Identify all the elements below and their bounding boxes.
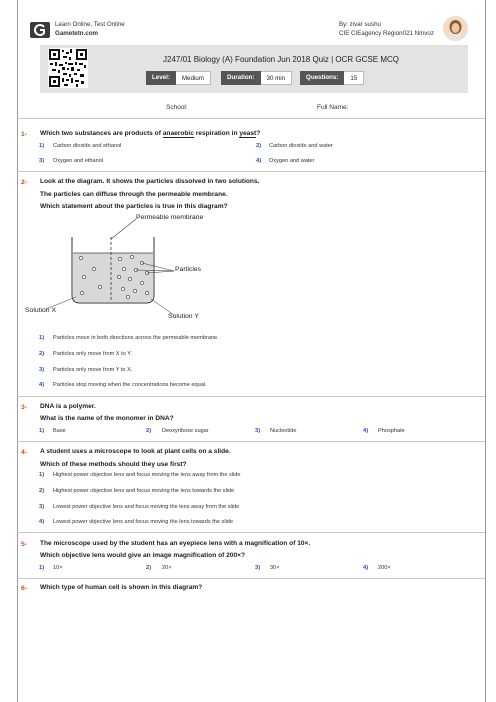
full-name-field-label: Full Name:: [317, 104, 349, 111]
right-border: [485, 0, 486, 702]
q3-option-3-number: 3): [255, 428, 261, 434]
tagline: Learn Online, Test Online: [55, 21, 125, 28]
divider: [17, 118, 485, 119]
questions-chip: [300, 71, 364, 85]
school-field-label: School:: [166, 104, 188, 111]
q3-option-4[interactable]: Phosphate: [378, 428, 405, 434]
q1-option-3-number: 3): [39, 158, 45, 164]
question-2-line-3: Which statement about the particles is true in this diagram?: [40, 203, 228, 210]
questions-label: Questions:: [300, 71, 344, 85]
question-5-line-2: Which objective lens would give an image magnification of 200×?: [40, 552, 245, 559]
q3-option-1-number: 1): [39, 428, 45, 434]
q3-option-4-number: 4): [363, 428, 369, 434]
q5-option-4-number: 4): [363, 565, 369, 571]
solution-x-label: Solution X: [25, 307, 56, 314]
q2-option-2-number: 2): [39, 351, 45, 357]
q3-option-1[interactable]: Base: [53, 428, 66, 434]
q1-option-4-number: 4): [256, 158, 262, 164]
membrane-label: Permeable membrane: [136, 214, 204, 221]
question-6-number: 6-: [21, 585, 28, 592]
duration-value: 30 min: [261, 71, 293, 85]
q4-option-4[interactable]: Lowest power objective lens and focus moving the lens towards the slide: [53, 519, 234, 525]
level-value: Medium: [176, 71, 211, 85]
q5-option-4[interactable]: 200×: [378, 565, 391, 571]
q4-option-1[interactable]: Highest power objective lens and focus moving the lens away from the slide: [53, 472, 241, 478]
q2-option-1-number: 1): [39, 335, 45, 341]
particles-label: Particles: [175, 266, 202, 273]
q2-option-3-number: 3): [39, 367, 45, 373]
q2-option-3[interactable]: Particles only move from Y to X.: [53, 367, 133, 373]
question-1-underlined-term: yeast: [239, 130, 257, 137]
question-4-line-1: A student uses a microscope to look at plant cells on a slide.: [40, 448, 231, 455]
question-1-text-part: ?: [256, 130, 261, 137]
duration-chip: [221, 71, 292, 85]
question-5-number: 5-: [21, 541, 28, 548]
q3-option-3[interactable]: Nucleotide: [270, 428, 297, 434]
divider: [17, 441, 485, 442]
title-banner: [40, 45, 468, 93]
avatar: [443, 16, 468, 41]
q4-option-3[interactable]: Lowest power objective lens and focus moving the lens away from the slide: [53, 504, 240, 510]
q1-option-2[interactable]: Carbon dioxide and water: [269, 143, 333, 149]
question-1-text-part: Which two substances are products of: [40, 130, 163, 137]
diffusion-diagram: [24, 213, 244, 323]
question-1-number: 1-: [21, 131, 28, 138]
question-3-line-2: What is the name of the monomer in DNA?: [40, 415, 174, 422]
qr-code-icon[interactable]: [48, 48, 88, 88]
question-4-line-2: Which of these methods should they use first?: [40, 461, 187, 468]
level-chip: [146, 71, 211, 85]
left-border: [17, 0, 18, 702]
questions-value: 15: [344, 71, 364, 85]
divider: [17, 396, 485, 397]
q4-option-1-number: 1): [39, 472, 45, 478]
q3-option-2[interactable]: Deoxyribose sugar: [162, 428, 209, 434]
q2-option-2[interactable]: Particles only move from X to Y.: [53, 351, 132, 357]
question-4-number: 4-: [21, 449, 28, 456]
q4-option-2-number: 2): [39, 488, 45, 494]
question-3-number: 3-: [21, 404, 28, 411]
solution-y-label: Solution Y: [168, 313, 199, 320]
level-label: Level:: [146, 71, 176, 85]
q5-option-3[interactable]: 30×: [270, 565, 280, 571]
question-5-line-1: The microscope used by the student has an eyepiece lens with a magnification of 10×.: [40, 540, 311, 547]
question-2-number: 2-: [21, 179, 28, 186]
q3-option-2-number: 2): [146, 428, 152, 434]
q2-option-4[interactable]: Particles stop moving when the concentrations become equal.: [53, 382, 207, 388]
q5-option-2[interactable]: 20×: [162, 565, 172, 571]
question-1-underlined-term: anaerobic: [162, 130, 194, 137]
q1-option-2-number: 2): [256, 143, 262, 149]
q1-option-1[interactable]: Carbon dioxide and ethanol: [53, 143, 122, 149]
author-school: CIE CIEagency Region021 Nmvoz: [339, 30, 434, 37]
duration-label: Duration:: [221, 71, 261, 85]
avatar-portrait-icon: [443, 16, 468, 41]
q5-option-2-number: 2): [146, 565, 152, 571]
q4-option-3-number: 3): [39, 504, 45, 510]
q5-option-3-number: 3): [255, 565, 261, 571]
gametetn-logo-icon: [30, 22, 50, 38]
question-2-line-1: Look at the diagram. It shows the particles dissolved in two solutions.: [40, 178, 260, 185]
divider: [17, 532, 485, 533]
divider: [17, 171, 485, 172]
q5-option-1[interactable]: 10×: [53, 565, 63, 571]
author-name: By: zivar sushu: [339, 21, 381, 28]
question-1-text: [40, 130, 260, 137]
q1-option-4[interactable]: Oxygen and water: [269, 158, 315, 164]
q4-option-4-number: 4): [39, 519, 45, 525]
question-6-line-1: Which type of human cell is shown in this diagram?: [40, 584, 203, 591]
quiz-title: J247/01 Biology (A) Foundation Jun 2018 Quiz | OCR GCSE MCQ: [163, 55, 399, 64]
q4-option-2[interactable]: Highest power objective lens and focus moving the lens towards the slide: [53, 488, 235, 494]
q5-option-1-number: 1): [39, 565, 45, 571]
question-1-text-part: respiration in: [193, 130, 240, 137]
divider: [17, 578, 485, 579]
q2-option-1[interactable]: Particles move in both directions across the permeable membrane.: [53, 335, 219, 341]
question-2-line-2: The particles can diffuse through the permeable membrane.: [40, 191, 228, 198]
question-3-line-1: DNA is a polymer.: [40, 403, 96, 410]
q2-option-4-number: 4): [39, 382, 45, 388]
q1-option-1-number: 1): [39, 143, 45, 149]
site-name[interactable]: Gametetn.com: [55, 30, 98, 37]
q1-option-3[interactable]: Oxygen and ethanol: [53, 158, 104, 164]
